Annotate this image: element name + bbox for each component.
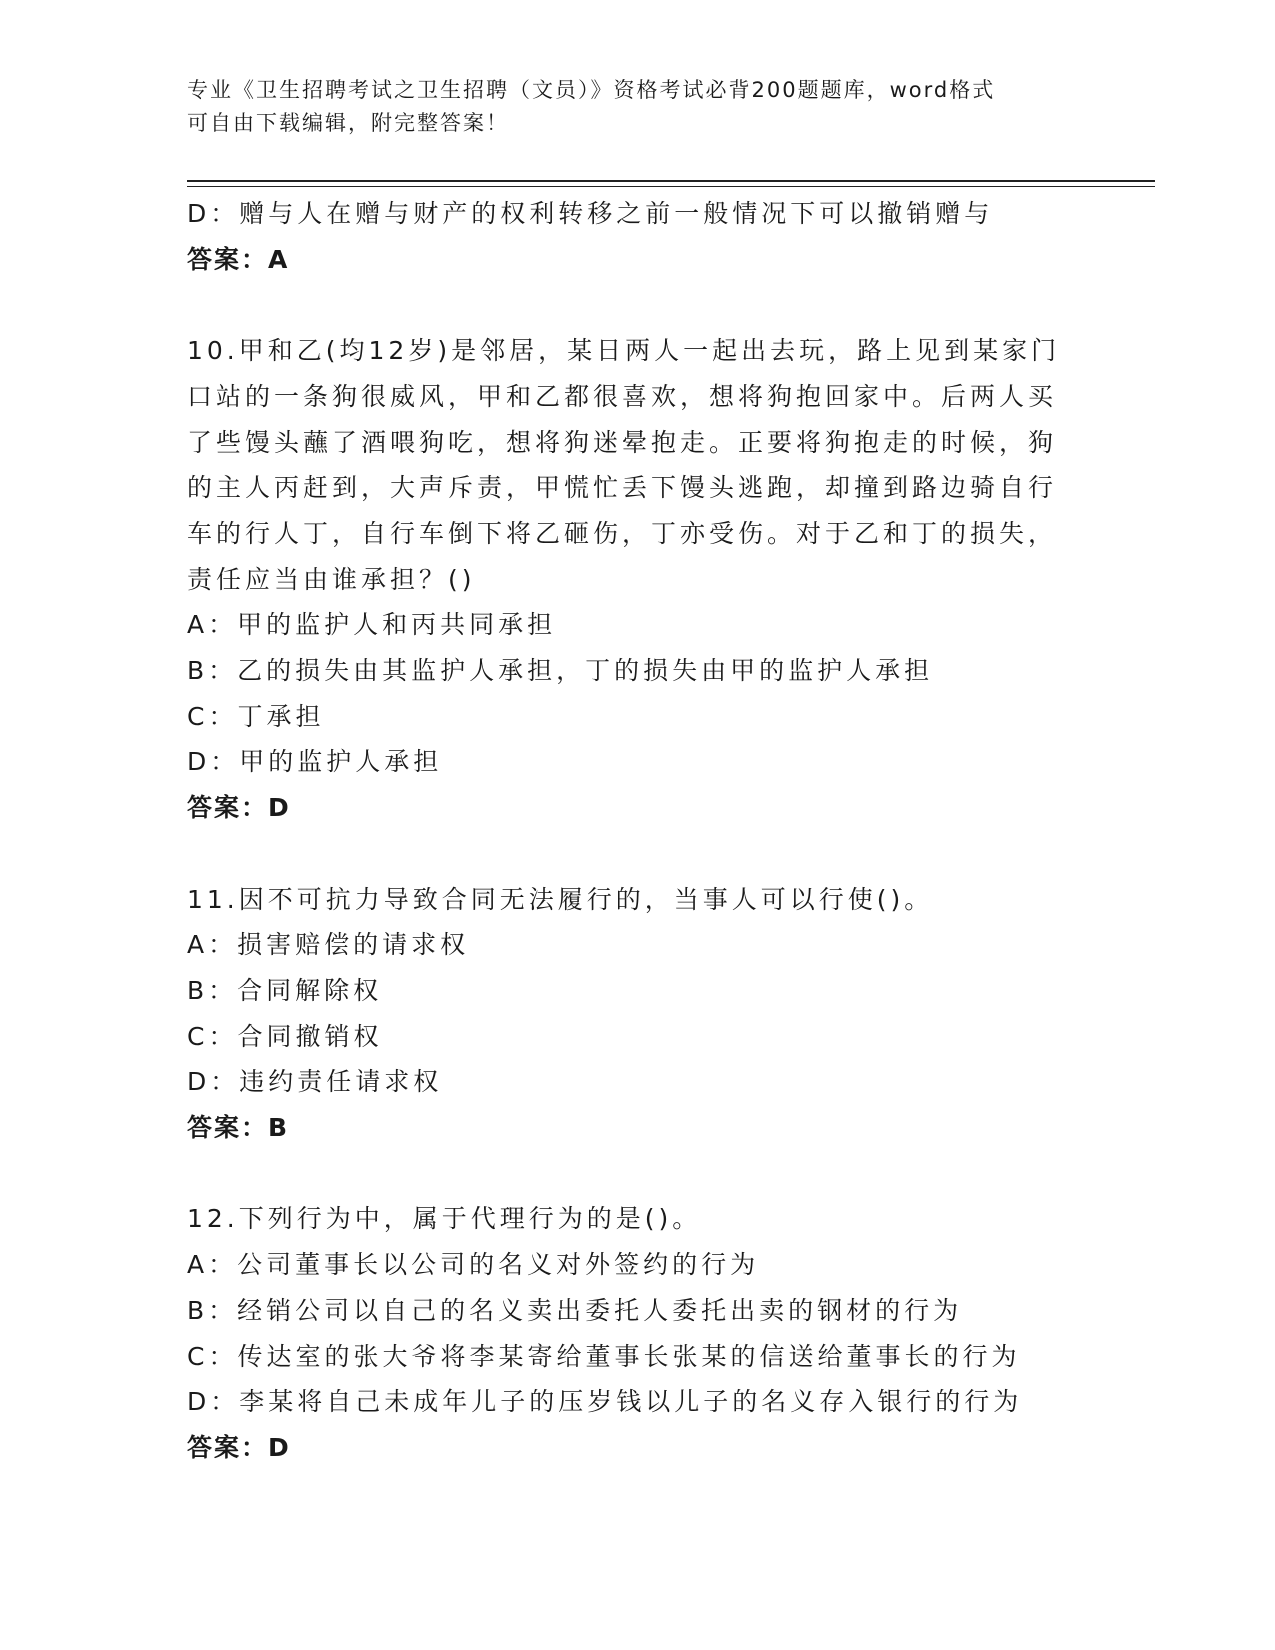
answer: 答案：D (187, 1432, 291, 1462)
spacer (187, 282, 1067, 328)
question-11 (187, 877, 1067, 1151)
prev-answer: 答案：A (187, 244, 290, 274)
header-line-2: 可自由下载编辑，附完整答案！ (187, 111, 509, 135)
header-line-1: 专业《卫生招聘考试之卫生招聘（文员）》资格考试必背200题题库，word格式 (187, 78, 996, 102)
question-text-line: 的主人丙赶到，大声斥责，甲慌忙丢下馒头逃跑，却撞到路边骑自行 (187, 473, 1058, 503)
question-content (187, 191, 1067, 1471)
option-d: D：李某将自己未成年儿子的压岁钱以儿子的名义存入银行的行为 (187, 1387, 1023, 1417)
option-c: C：传达室的张大爷将李某寄给董事长张某的信送给董事长的行为 (187, 1341, 1021, 1371)
header-rule-thick (187, 180, 1155, 182)
page-header (187, 74, 1077, 140)
question-text-line: 11.因不可抗力导致合同无法履行的，当事人可以行使()。 (187, 884, 934, 914)
option-a: A：甲的监护人和丙共同承担 (187, 610, 557, 640)
option-b: B：乙的损失由其监护人承担，丁的损失由甲的监护人承担 (187, 656, 934, 686)
option-c: C：合同撤销权 (187, 1021, 383, 1051)
question-text-line: 车的行人丁，自行车倒下将乙砸伤，丁亦受伤。对于乙和丁的损失， (187, 518, 1058, 548)
option-d: D：甲的监护人承担 (187, 747, 443, 777)
answer: 答案：B (187, 1113, 290, 1143)
option-c: C：丁承担 (187, 701, 325, 731)
option-a: A：损害赔偿的请求权 (187, 930, 470, 960)
question-text-line: 10.甲和乙(均12岁)是邻居，某日两人一起出去玩，路上见到某家门 (187, 336, 1061, 366)
option-d: D：违约责任请求权 (187, 1067, 443, 1097)
spacer (187, 831, 1067, 877)
question-text-line: 责任应当由谁承担？() (187, 564, 476, 594)
spacer (187, 1151, 1067, 1197)
question-10 (187, 328, 1067, 831)
answer: 答案：D (187, 793, 291, 823)
option-b: B：经销公司以自己的名义卖出委托人委托出卖的钢材的行为 (187, 1295, 963, 1325)
option-a: A：公司董事长以公司的名义对外签约的行为 (187, 1250, 760, 1280)
question-12 (187, 1196, 1067, 1470)
option-b: B：合同解除权 (187, 975, 383, 1005)
question-text-line: 12.下列行为中，属于代理行为的是()。 (187, 1204, 702, 1234)
question-text-line: 口站的一条狗很威风，甲和乙都很喜欢，想将狗抱回家中。后两人买 (187, 381, 1058, 411)
header-rule-thin (187, 186, 1155, 187)
prev-option-d: D：赠与人在赠与财产的权利转移之前一般情况下可以撤销赠与 (187, 199, 994, 228)
question-text-line: 了些馒头蘸了酒喂狗吃，想将狗迷晕抱走。正要将狗抱走的时候，狗 (187, 427, 1058, 457)
